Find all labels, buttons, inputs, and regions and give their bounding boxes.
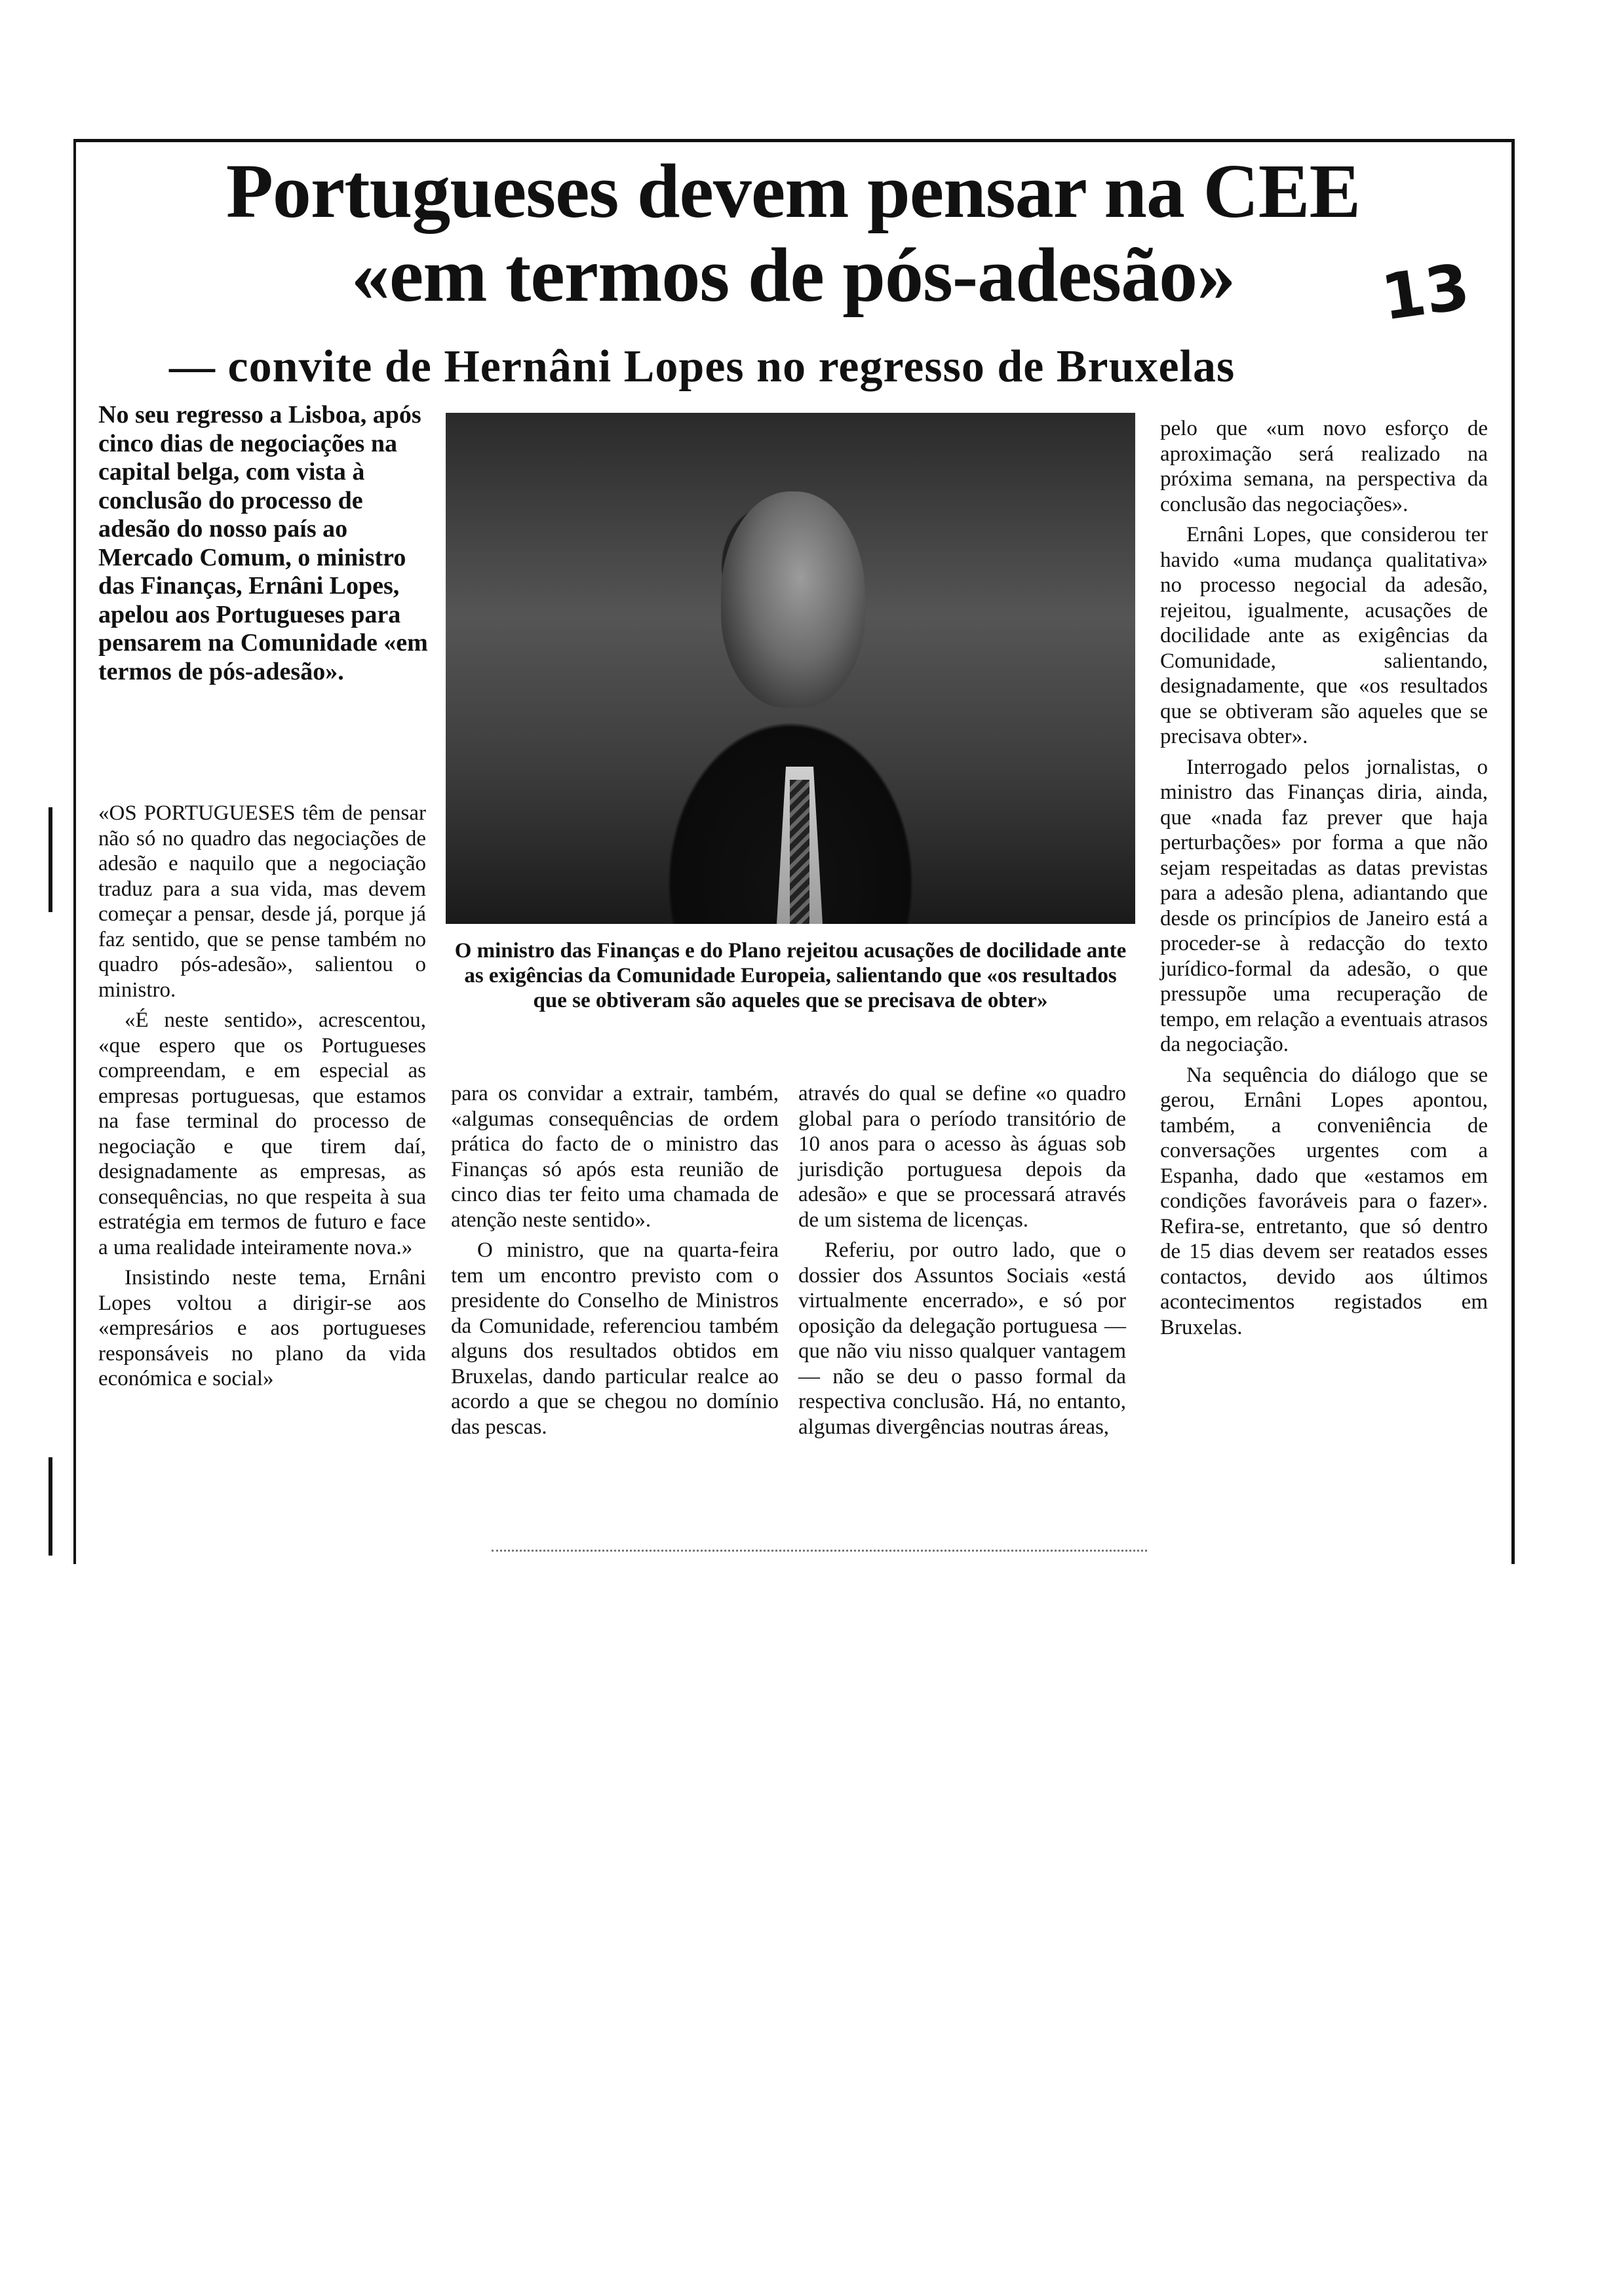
subheadline: — convite de Hernâni Lopes no regresso de Bruxelas bbox=[169, 341, 1236, 392]
photo-tie bbox=[790, 780, 809, 924]
column-1 bbox=[98, 801, 426, 1397]
column-2-paragraph: O ministro, que na quarta-feira tem um encontro previsto com o presidente do Conselho de Ministros da Comunidade, referenciou também alguns dos resultados obtidos em Bruxelas, dando particular realce ao acordo a que se chegou no domínio das pescas. bbox=[451, 1238, 779, 1439]
headline-line-2: «em termos de pós-adesão» bbox=[351, 232, 1236, 318]
footer-rule bbox=[492, 1550, 1147, 1553]
column-2-paragraph: para os convidar a extrair, também, «algumas consequências de ordem prática do facto de o ministro das Finanças só após esta reunião de cinco dias ter feito uma chamada de atenção neste sentido». bbox=[451, 1082, 779, 1232]
photo-caption: O ministro das Finanças e do Plano rejeitou acusações de docilidade ante as exigências da Comunidade Europeia, salientando que «os resultados que se obtiveram são aqueles que se precisava de obter» bbox=[454, 939, 1127, 1012]
minister-photo bbox=[446, 413, 1135, 924]
column-1-paragraph: «OS PORTUGUESES têm de pensar não só no quadro das negociações de adesão e naquilo que a negociação traduz para a sua vida, mas devem começar a pensar, desde já, porque já faz sentido, que se pense também no quadro pós-adesão», salientou o ministro. bbox=[98, 801, 426, 1002]
column-3-paragraph: Referiu, por outro lado, que o dossier dos Assuntos Sociais «está virtualmente encerrado», e só por oposição da delegação portuguesa — que não viu nisso qualquer vantagem — não se deu o passo formal da respectiva conclusão. Há, no entanto, algumas divergências noutras áreas, bbox=[798, 1238, 1126, 1439]
column-1-paragraph: «É neste sentido», acrescentou, «que espero que os Portugueses compreendam, e em especial as empresas portuguesas, que estamos na fase terminal do processo de negociação e que tirem daí, designadamente as empresas, as consequências, no que respeita à sua estratégia em termos de futuro e face a uma realidade inteiramente nova.» bbox=[98, 1008, 426, 1259]
column-3-paragraph: através do qual se define «o quadro global para o período transitório de 10 anos para o acesso às águas sob jurisdição portuguesa depois da adesão» e que se processará através de um sistema de licenças. bbox=[798, 1082, 1126, 1232]
headline-line-1: Portugueses devem pensar na CEE bbox=[225, 148, 1361, 234]
margin-bracket-mark bbox=[49, 1457, 52, 1556]
article-lead: No seu regresso a Lisboa, após cinco dias de negociações na capital belga, com vista à conclusão do processo de adesão do nosso país ao Mercado Comum, o ministro das Finanças, Ernâni Lopes, apelou aos Portugueses para pensarem na Comunidade «em termos de pós-adesão». bbox=[98, 401, 428, 685]
headline bbox=[98, 149, 1488, 317]
column-4-paragraph: Na sequência do diálogo que se gerou, Ernâni Lopes apontou, também, a conveniência de conversações urgentes com a Espanha, dado que «estamos em condições favoráveis para o fazer». Refira-se, entretanto, que só dentro de 15 dias devem ser reatados esses contactos, devido aos últimos acontecimentos registados em Bruxelas. bbox=[1160, 1063, 1488, 1339]
column-4-paragraph: Interrogado pelos jornalistas, o ministro das Finanças diria, ainda, que «nada faz prever que haja perturbações» por forma a que não sejam respeitadas as datas previstas para a adesão plena, adiantando que desde os princípios de Janeiro está a proceder-se à redacção do texto jurídico-formal da adesão, o que pressupõe uma recuperação de tempo, em relação a eventuais atrasos da negociação. bbox=[1160, 755, 1488, 1056]
column-4-paragraph: pelo que «um novo esforço de aproximação será realizado na próxima semana, na perspectiva da conclusão das negociações». bbox=[1160, 417, 1488, 516]
column-3 bbox=[798, 1081, 1126, 1445]
handwritten-page-mark: 13 bbox=[1376, 250, 1474, 335]
photo-face bbox=[721, 491, 865, 708]
margin-bracket-mark bbox=[49, 807, 52, 912]
column-4-paragraph: Ernâni Lopes, que considerou ter havido «uma mudança qualitativa» no processo negocial da adesão, rejeitou, igualmente, acusações de docilidade ante as exigências da Comunidade, salientando, designadamente, que «os resultados que se obtiveram são aqueles que se precisava obter». bbox=[1160, 523, 1488, 748]
column-2 bbox=[451, 1081, 779, 1445]
column-4 bbox=[1160, 416, 1488, 1345]
column-1-paragraph: Insistindo neste tema, Ernâni Lopes voltou a dirigir-se aos «empresários e aos portugueses responsáveis no plano da vida económica e social» bbox=[98, 1266, 426, 1390]
